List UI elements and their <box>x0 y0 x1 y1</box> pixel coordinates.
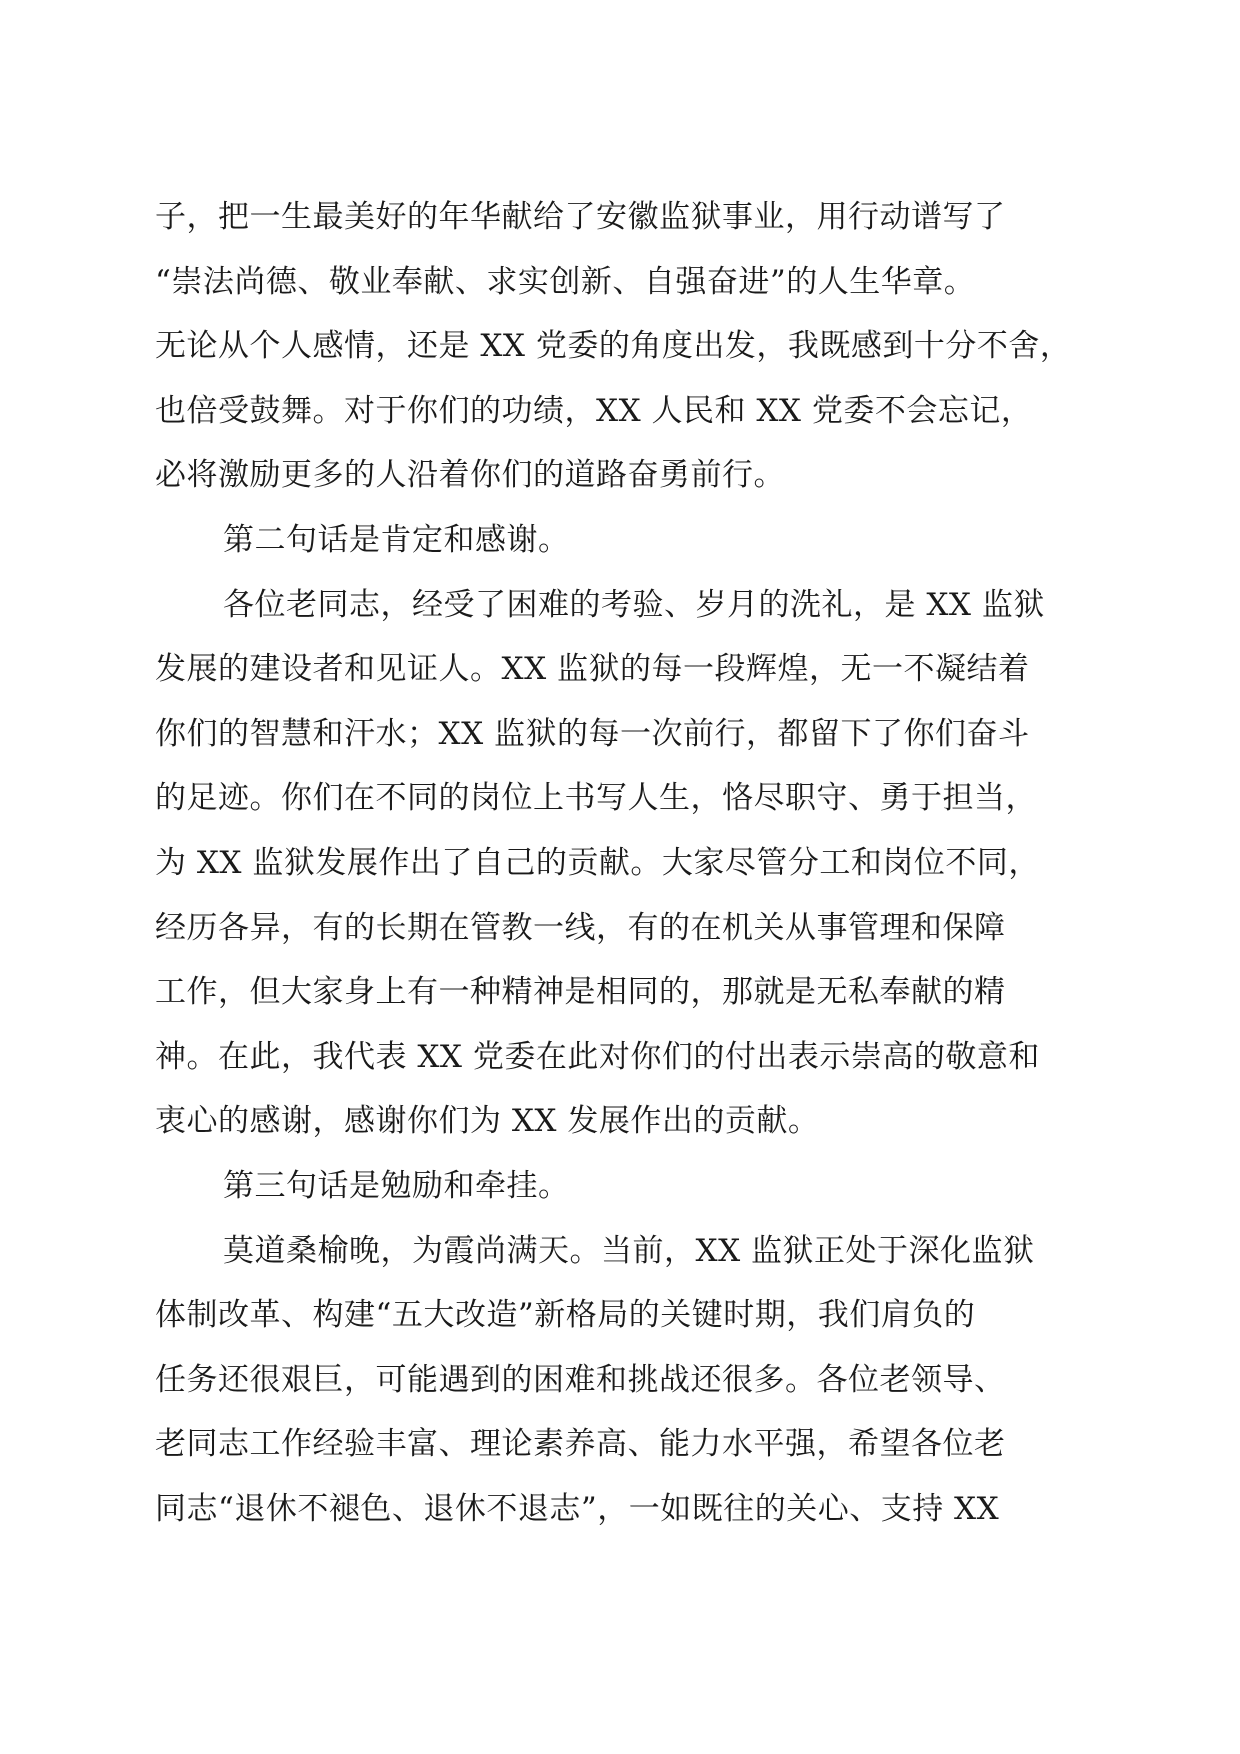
body-text <box>155 185 1085 1541</box>
paragraph-start: 各位老同志，经受了困难的考验、岁月的洗礼，是 XX 监狱 <box>223 586 1045 623</box>
text-line: 老同志工作经验丰富、理论素养高、能力水平强，希望各位老 <box>155 1426 1006 1463</box>
paragraph-start: 莫道桑榆晚，为霞尚满天。当前，XX 监狱正处于深化监狱 <box>223 1232 1035 1269</box>
text-line: “崇法尚德、敬业奉献、求实创新、自强奋进”的人生华章。 <box>155 263 976 300</box>
text-line: 发展的建设者和见证人。XX 监狱的每一段辉煌，无一不凝结着 <box>155 651 1030 688</box>
section-heading-3: 第三句话是勉励和牵挂。 <box>223 1167 570 1204</box>
text-line: 必将激励更多的人沿着你们的道路奋勇前行。 <box>155 457 785 494</box>
text-line: 经历各异，有的长期在管教一线，有的在机关从事管理和保障 <box>155 909 1006 946</box>
text-line: 的足迹。你们在不同的岗位上书写人生，恪尽职守、勇于担当， <box>155 780 1037 817</box>
text-line: 也倍受鼓舞。对于你们的功绩，XX 人民和 XX 党委不会忘记， <box>155 392 1033 429</box>
text-line: 为 XX 监狱发展作出了自己的贡献。大家尽管分工和岗位不同， <box>155 844 1040 881</box>
text-line: 你们的智慧和汗水；XX 监狱的每一次前行，都留下了你们奋斗 <box>155 715 1030 752</box>
section-heading-2: 第二句话是肯定和感谢。 <box>223 521 570 558</box>
text-line: 衷心的感谢，感谢你们为 XX 发展作出的贡献。 <box>155 1103 820 1140</box>
text-line: 同志“退休不褪色、退休不退志”，一如既往的关心、支持 XX <box>155 1490 1000 1527</box>
text-line: 任务还很艰巨，可能遇到的困难和挑战还很多。各位老领导、 <box>155 1361 1006 1398</box>
text-line: 子，把一生最美好的年华献给了安徽监狱事业，用行动谱写了 <box>155 199 1006 235</box>
text-line: 无论从个人感情，还是 XX 党委的角度出发，我既感到十分不舍， <box>155 328 1072 365</box>
text-line: 体制改革、构建“五大改造”新格局的关键时期，我们肩负的 <box>155 1297 976 1334</box>
text-line: 工作，但大家身上有一种精神是相同的，那就是无私奉献的精 <box>155 974 1006 1011</box>
text-line: 神。在此，我代表 XX 党委在此对你们的付出表示崇高的敬意和 <box>155 1038 1040 1075</box>
